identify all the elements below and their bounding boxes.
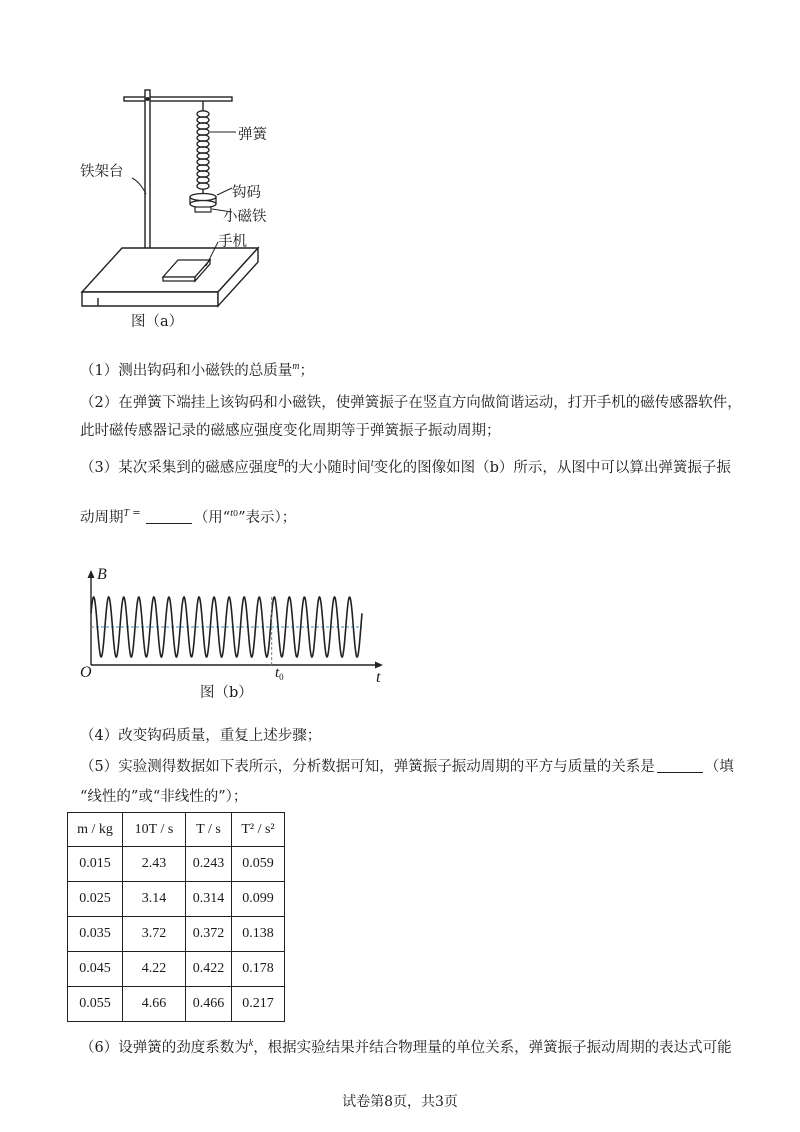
step-6: （6）设弹簧的劲度系数为$^k$，根据实验结果并结合物理量的单位关系，弹簧振子振动周期的表达式可能	[80, 1038, 732, 1056]
header-t-squared: T² / s²	[232, 813, 285, 847]
table-cell: 0.422	[186, 952, 232, 987]
chart-origin-label: O	[80, 664, 92, 681]
spring-label: 弹簧	[238, 127, 267, 143]
table-cell: 0.055	[68, 987, 123, 1022]
table-cell: 0.138	[232, 917, 285, 952]
table-header-row	[68, 813, 285, 847]
table-cell: 0.178	[232, 952, 285, 987]
header-mass: m / kg	[68, 813, 123, 847]
table-cell: 0.314	[186, 882, 232, 917]
table-cell: 0.059	[232, 847, 285, 882]
chart-y-label: B	[97, 566, 107, 583]
iron-stand-label: 铁架台	[80, 164, 124, 180]
step-5-line-2: “线性的”或“非线性的”）；	[80, 789, 248, 805]
small-magnet	[195, 207, 211, 212]
header-10t: 10T / s	[123, 813, 186, 847]
hook-weight-label: 钩码	[232, 185, 261, 201]
table-cell: 0.372	[186, 917, 232, 952]
hook-weight	[190, 194, 216, 208]
table-cell: 4.66	[123, 987, 186, 1022]
table-cell: 0.035	[68, 917, 123, 952]
step-3-line-1: （3）某次采集到的磁感应强度$^B$的大小随时间$^t$变化的图像如图（b）所示，从图中可以算出弹簧振子振	[80, 458, 731, 476]
answer-blank-period[interactable]	[146, 509, 192, 524]
answer-blank-relation[interactable]	[657, 758, 703, 773]
table-cell: 3.14	[123, 882, 186, 917]
table-cell: 2.43	[123, 847, 186, 882]
table-cell: 0.243	[186, 847, 232, 882]
step-1: （1）测出钩码和小磁铁的总质量$^m$；	[80, 361, 314, 379]
spring	[197, 111, 209, 189]
table-cell: 0.025	[68, 882, 123, 917]
small-magnet-label: 小磁铁	[223, 209, 267, 225]
table-cell: 0.099	[232, 882, 285, 917]
table-row	[68, 847, 285, 882]
table-cell: 0.045	[68, 952, 123, 987]
table-cell: 0.217	[232, 987, 285, 1022]
header-t: T / s	[186, 813, 232, 847]
table-cell: 3.72	[123, 917, 186, 952]
y-axis-arrow	[88, 570, 95, 578]
table-row	[68, 987, 285, 1022]
table-row	[68, 882, 285, 917]
table-cell: 4.22	[123, 952, 186, 987]
page-footer: 试卷第8页，共3页	[342, 1094, 458, 1110]
table-cell: 0.466	[186, 987, 232, 1022]
stand-crossbar	[124, 97, 232, 101]
step-2-line-2: 此时磁传感器记录的磁感应强度变化周期等于弹簧振子振动周期；	[80, 423, 501, 439]
step-2-line-1: （2）在弹簧下端挂上该钩码和小磁铁，使弹簧振子在竖直方向做简谐运动，打开手机的磁传感器软件，	[80, 395, 742, 411]
x-axis-arrow	[375, 662, 383, 669]
step-4: （4）改变钩码质量，重复上述步骤；	[80, 728, 322, 744]
phone-label: 手机	[218, 234, 247, 250]
stand-rod	[145, 90, 150, 260]
step-5-line-1: （5）实验测得数据如下表所示，分析数据可知，弹簧振子振动周期的平方与质量的关系是 （填	[80, 759, 734, 775]
table-cell: 0.015	[68, 847, 123, 882]
step-3-line-2: 动周期$^T$ = （用“$^{t0}$”表示）；	[80, 508, 297, 526]
figure-a-apparatus	[60, 70, 300, 315]
chart-x-label: t	[376, 669, 381, 686]
table-row	[68, 952, 285, 987]
figure-a-caption: 图（a）	[131, 314, 184, 330]
chart-t0-label: $t_0$	[275, 665, 284, 682]
table-row	[68, 917, 285, 952]
figure-b-caption: 图（b）	[200, 685, 253, 701]
data-table	[67, 812, 285, 1022]
